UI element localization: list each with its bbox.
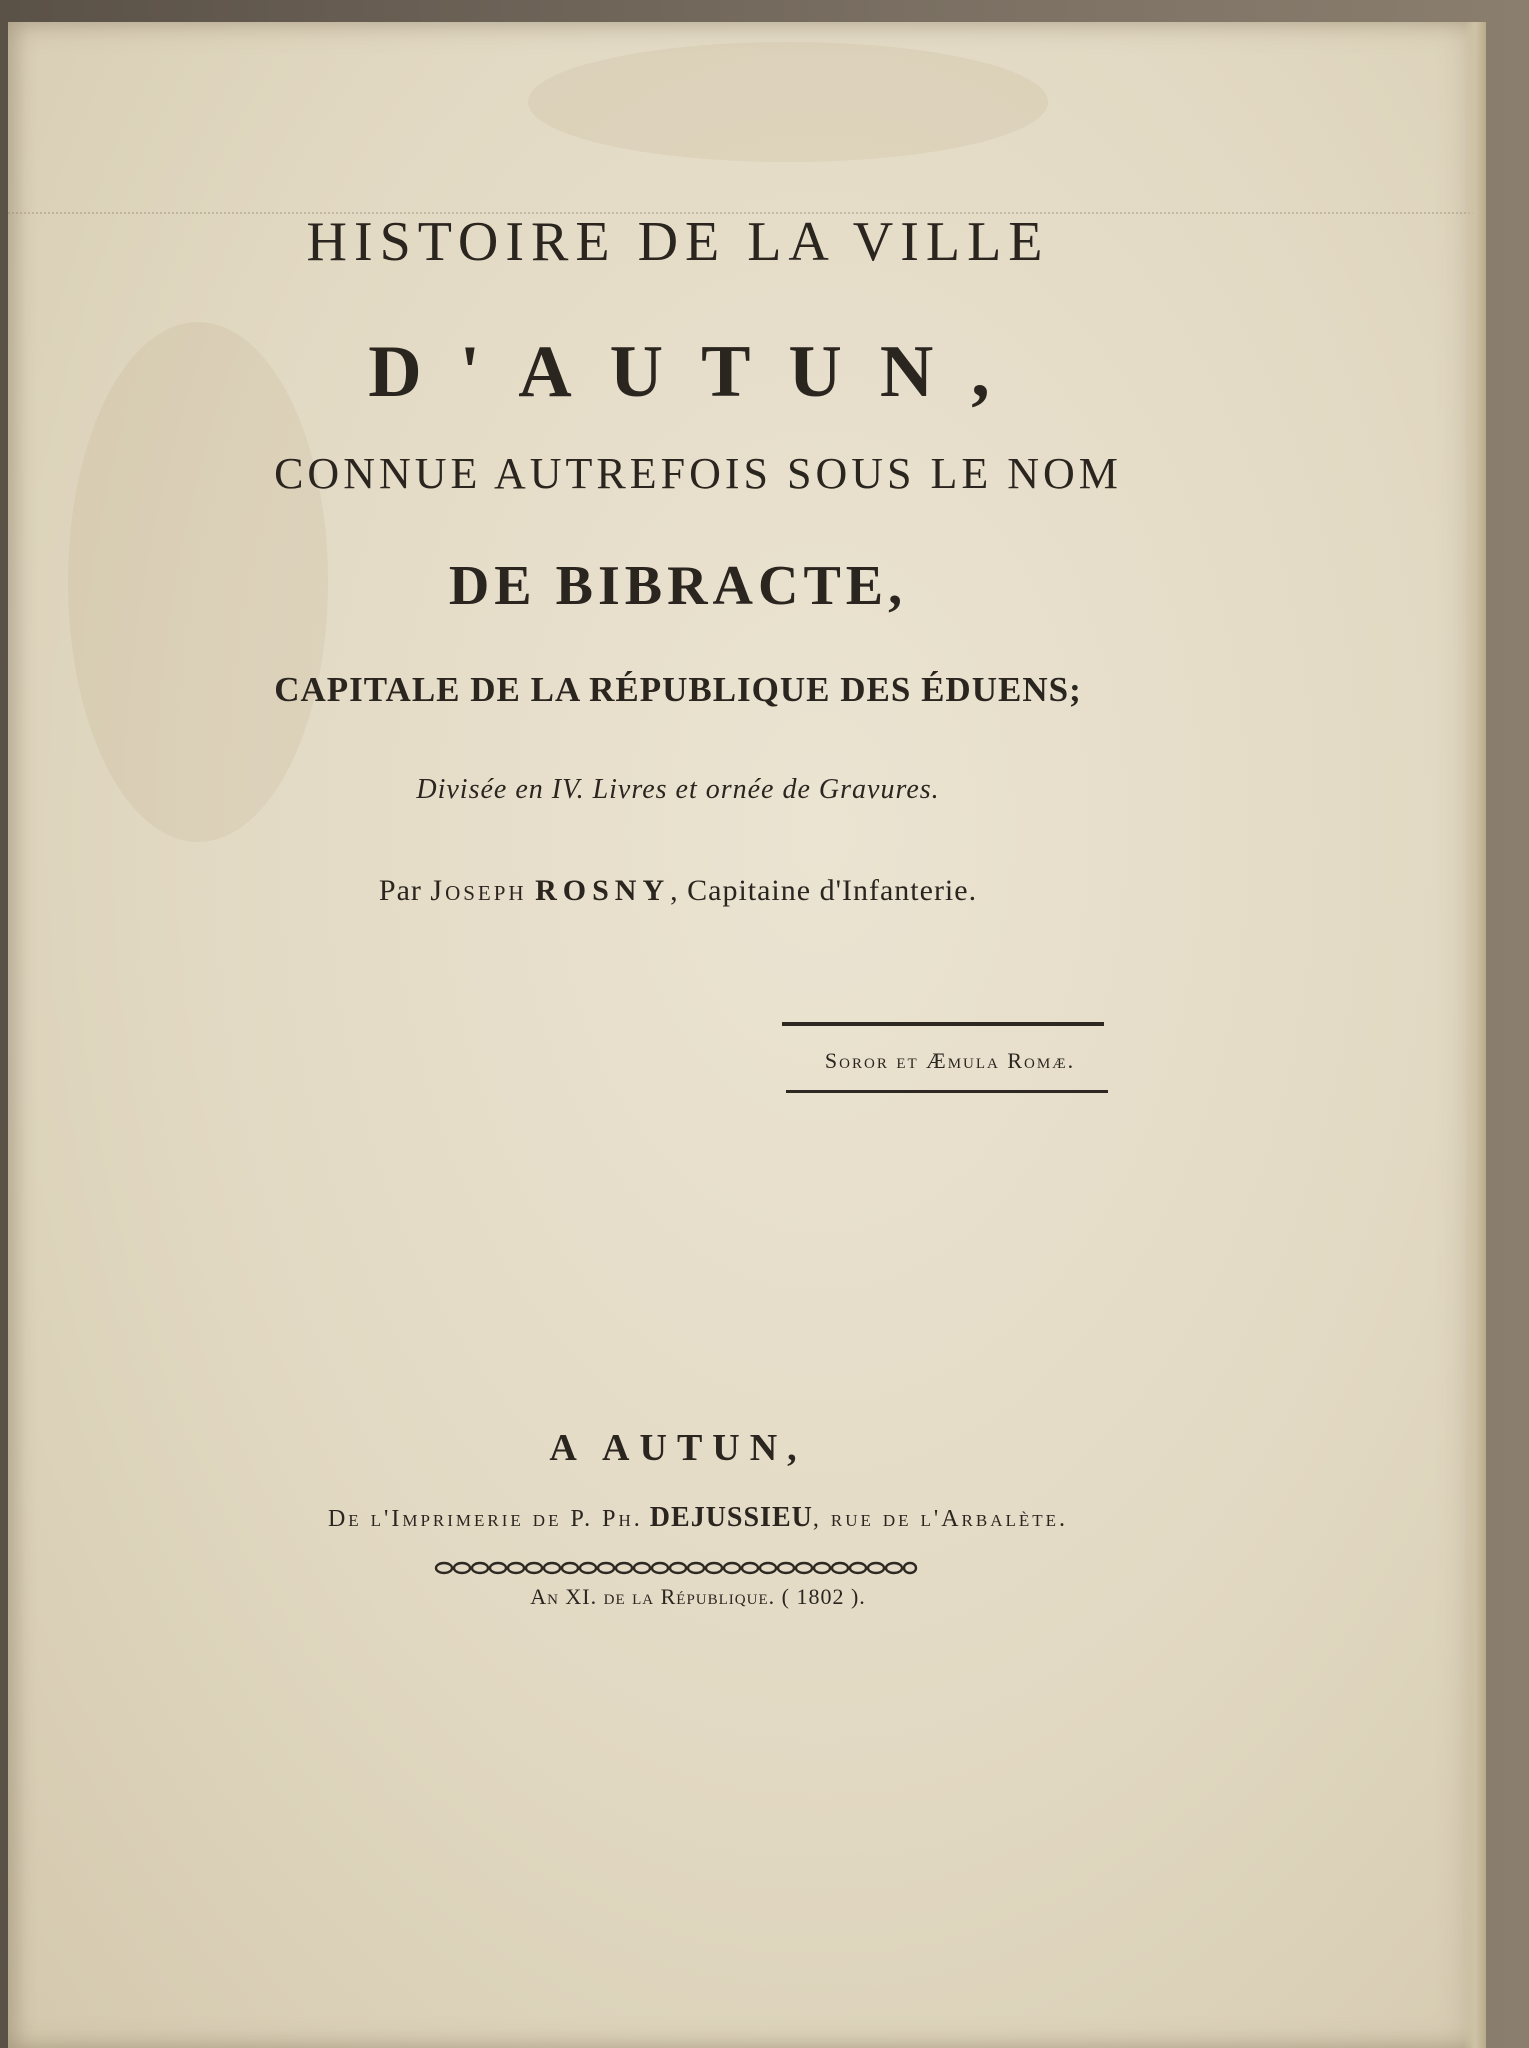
title-line-5: CAPITALE DE LA RÉPUBLIQUE DES ÉDUENS; xyxy=(274,670,1082,709)
epigraph: Soror et Æmula Romæ. xyxy=(824,1048,1076,1073)
page-edge xyxy=(1464,22,1486,2048)
title-line-4: DE BIBRACTE, xyxy=(448,555,908,617)
imprint-city: A AUTUN, xyxy=(549,1427,807,1469)
imprint-date: An XI. de la République. ( 1802 ). xyxy=(530,1584,866,1609)
imprint-printer xyxy=(28,1502,1368,1534)
subtitle-line: Divisée en IV. Livres et ornée de Gravures. xyxy=(416,774,940,805)
chain-ornament xyxy=(434,1560,918,1576)
author-prefix: Par xyxy=(378,874,422,907)
printer-suffix: , rue de l'Arbalète. xyxy=(812,1506,1069,1532)
title-page xyxy=(8,22,1486,2048)
author-suffix: , Capitaine d'Infanterie. xyxy=(670,874,978,907)
author-line xyxy=(8,874,1348,908)
epigraph-rule-bottom xyxy=(786,1090,1108,1093)
title-line-2: D'AUTUN, xyxy=(368,331,1028,413)
author-first-name: Joseph xyxy=(430,874,527,907)
title-line-3: CONNUE AUTREFOIS SOUS LE NOM xyxy=(274,449,1122,498)
title-line-1: HISTOIRE DE LA VILLE xyxy=(306,211,1050,273)
paper-stain xyxy=(528,42,1048,162)
author-last-name: ROSNY xyxy=(535,874,671,907)
epigraph-rule-top xyxy=(782,1022,1104,1026)
printer-prefix: De l'Imprimerie de P. Ph. xyxy=(327,1506,643,1532)
printer-name: DEJUSSIEU xyxy=(649,1502,813,1533)
